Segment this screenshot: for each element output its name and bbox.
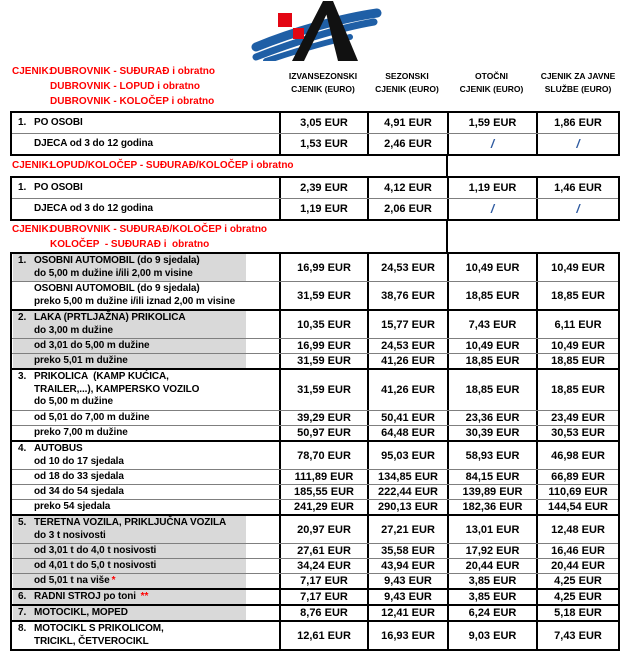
row-label-line: preko 5,00 m dužine i/ili iznad 2,00 m visine	[34, 295, 236, 307]
row-label-line: preko 5,01 m dužine	[34, 354, 128, 366]
price-cell-sezonski: 16,93 EUR	[367, 622, 447, 649]
price-cell-otocni: 13,01 EUR	[447, 516, 536, 543]
price-cell-sezonski: 4,12 EUR	[367, 178, 447, 198]
table-row	[12, 353, 618, 368]
price-cell-izvansezonski: 241,29 EUR	[279, 500, 367, 514]
row-label-line: MOTOCIKL, MOPED 7.	[18, 606, 128, 618]
price-cell-otocni: 84,15 EUR	[447, 470, 536, 484]
price-cell-izvansezonski: 7,17 EUR	[279, 574, 367, 588]
row-number: 2.	[18, 312, 27, 323]
price-cell-javne-sluzbe: 5,18 EUR	[536, 606, 618, 620]
row-label	[12, 545, 279, 558]
price-cell-otocni: 3,85 EUR	[447, 574, 536, 588]
price-cell-otocni: 9,03 EUR	[447, 622, 536, 649]
row-number: 4.	[18, 443, 27, 454]
row-label	[12, 591, 279, 604]
price-cell-sezonski: 4,91 EUR	[367, 113, 447, 133]
price-cell-sezonski: 27,21 EUR	[367, 516, 447, 543]
row-number: 7.	[18, 606, 27, 618]
table-row	[12, 469, 618, 484]
row-label-cell	[12, 339, 279, 353]
row-label	[12, 255, 279, 280]
row-label	[12, 117, 279, 130]
row-label-line: MOTOCIKL S PRIKOLICOM, 8.	[18, 623, 164, 634]
price-cell-sezonski: 15,77 EUR	[367, 311, 447, 338]
row-label-line: od 3,01 t do 4,0 t nosivosti	[34, 544, 157, 556]
price-cell-sezonski: 2,46 EUR	[367, 134, 447, 154]
col-header-otocni	[447, 70, 536, 96]
row-label-cell	[12, 282, 279, 309]
table-row	[12, 620, 618, 649]
col-header-line: SLUŽBE (EURO)	[544, 84, 612, 94]
logo-red-square-1	[278, 13, 292, 27]
price-cell-sezonski: 24,53 EUR	[367, 339, 447, 353]
price-cell-sezonski: 50,41 EUR	[367, 411, 447, 425]
row-number: 3.	[18, 371, 27, 383]
col-header-line: CJENIK (EURO)	[375, 84, 439, 94]
price-cell-otocni: 182,36 EUR	[447, 500, 536, 514]
row-label-line: od 4,01 t do 5,0 t nosivosti	[34, 559, 157, 571]
price-cell-otocni: /	[447, 199, 536, 219]
table-row	[12, 309, 618, 338]
price-cell-sezonski: 43,94 EUR	[367, 559, 447, 573]
col-header-line: IZVANSEZONSKI	[288, 71, 358, 81]
price-cell-sezonski: 64,48 EUR	[367, 426, 447, 440]
route-line: LOPUD/KOLOČEP - SUĐURAĐ/KOLOČEP i obratno CJENIK:	[12, 160, 294, 171]
table-row	[12, 113, 618, 133]
row-label-line: AUTOBUS 4.	[18, 443, 83, 454]
row-label-cell	[12, 354, 279, 368]
row-label-line: OSOBNI AUTOMOBIL (do 9 sjedala) 1.	[18, 255, 200, 266]
price-cell-javne-sluzbe: /	[536, 134, 618, 154]
row-label-cell	[12, 516, 279, 543]
row-label	[12, 471, 279, 484]
price-cell-javne-sluzbe: 7,43 EUR	[536, 622, 618, 649]
col-header-line: SEZONSKI	[385, 71, 429, 81]
price-cell-izvansezonski: 7,17 EUR	[279, 590, 367, 604]
row-number: 5.	[18, 517, 27, 528]
price-cell-izvansezonski: 16,99 EUR	[279, 339, 367, 353]
row-label-line: LAKA (PRTLJAŽNA) PRIKOLICA 2.	[18, 312, 186, 323]
price-cell-izvansezonski: 34,24 EUR	[279, 559, 367, 573]
row-label-line: do 5,00 m dužine i/ili 2,00 m visine	[34, 267, 193, 279]
price-cell-izvansezonski: 10,35 EUR	[279, 311, 367, 338]
price-cell-javne-sluzbe: 1,86 EUR	[536, 113, 618, 133]
row-label-line: od 5,01 do 7,00 m dužine	[34, 411, 150, 423]
price-cell-javne-sluzbe: 20,44 EUR	[536, 559, 618, 573]
price-cell-izvansezonski: 3,05 EUR	[279, 113, 367, 133]
row-number: 8.	[18, 623, 27, 634]
table-row	[12, 484, 618, 499]
row-label-line: od 3,01 do 5,00 m dužine	[34, 339, 150, 351]
col-header-line: CJENIK (EURO)	[291, 84, 355, 94]
price-cell-otocni: 139,89 EUR	[447, 485, 536, 499]
price-cell-javne-sluzbe: 18,85 EUR	[536, 282, 618, 309]
row-label-cell	[12, 442, 279, 469]
company-logo	[250, 1, 382, 61]
route-header-lopud-kolocep-text	[12, 158, 294, 173]
col-header-line: CJENIK ZA JAVNE	[540, 71, 616, 81]
price-cell-otocni: 17,92 EUR	[447, 544, 536, 558]
price-cell-otocni: 58,93 EUR	[447, 442, 536, 469]
price-table-dubrovnik-routes	[10, 111, 620, 156]
row-label	[12, 203, 279, 216]
row-label-cell	[12, 254, 279, 281]
price-cell-otocni: 30,39 EUR	[447, 426, 536, 440]
price-cell-izvansezonski: 20,97 EUR	[279, 516, 367, 543]
price-cell-sezonski: 9,43 EUR	[367, 574, 447, 588]
row-label	[12, 427, 279, 440]
row-label	[12, 371, 279, 409]
route-header-dubrovnik-kolocep	[0, 221, 628, 252]
price-cell-javne-sluzbe: 46,98 EUR	[536, 442, 618, 469]
route-header-prefix: CJENIK:	[12, 224, 53, 235]
price-cell-izvansezonski: 1,19 EUR	[279, 199, 367, 219]
route-header-prefix: CJENIK:	[12, 160, 53, 171]
table-row	[12, 573, 618, 588]
price-cell-javne-sluzbe: 1,46 EUR	[536, 178, 618, 198]
price-cell-sezonski: 95,03 EUR	[367, 442, 447, 469]
row-label	[12, 355, 279, 368]
row-label-cell	[12, 411, 279, 425]
row-label	[12, 486, 279, 499]
row-label-cell	[12, 311, 279, 338]
row-label-cell	[12, 134, 279, 154]
price-cell-sezonski: 2,06 EUR	[367, 199, 447, 219]
red-asterisk-note: **	[137, 590, 149, 602]
route-line: DUBROVNIK - KOLOČEP i obratno	[50, 96, 215, 107]
row-label-line: OSOBNI AUTOMOBIL (do 9 sjedala)	[34, 283, 200, 294]
price-cell-sezonski: 12,41 EUR	[367, 606, 447, 620]
table-row	[12, 425, 618, 440]
row-label-line: do 3,00 m dužine	[34, 324, 113, 336]
row-label-cell	[12, 178, 279, 198]
price-cell-izvansezonski: 31,59 EUR	[279, 354, 367, 368]
row-label-cell	[12, 113, 279, 133]
price-cell-izvansezonski: 31,59 EUR	[279, 370, 367, 410]
table-row	[12, 514, 618, 543]
row-label	[12, 560, 279, 573]
table-row	[12, 281, 618, 309]
price-cell-javne-sluzbe: 18,85 EUR	[536, 370, 618, 410]
price-cell-otocni: 10,49 EUR	[447, 339, 536, 353]
price-cell-sezonski: 38,76 EUR	[367, 282, 447, 309]
row-label-line: od 34 do 54 sjedala	[34, 485, 124, 497]
price-cell-izvansezonski: 1,53 EUR	[279, 134, 367, 154]
table-row	[12, 543, 618, 558]
table-row	[12, 499, 618, 514]
route-header-dubrovnik-kolocep-text	[12, 222, 267, 252]
table-row	[12, 198, 618, 219]
price-table-vehicles	[10, 252, 620, 651]
route-line: KOLOČEP - SUĐURAĐ i obratno	[50, 239, 210, 250]
price-cell-sezonski: 24,53 EUR	[367, 254, 447, 281]
price-cell-javne-sluzbe: 10,49 EUR	[536, 254, 618, 281]
row-label-line: preko 7,00 m dužine	[34, 426, 128, 438]
row-label-line: PRIKOLICA (KAMP KUĆICA, 3.	[18, 371, 169, 383]
price-cell-sezonski: 41,26 EUR	[367, 354, 447, 368]
table-row	[12, 604, 618, 620]
red-asterisk-note: *	[111, 574, 116, 586]
row-label	[12, 182, 279, 195]
row-label-line: od 10 do 17 sjedala	[34, 455, 124, 467]
row-label-line: PO OSOBI 1.	[18, 116, 83, 128]
price-cell-izvansezonski: 31,59 EUR	[279, 282, 367, 309]
price-cell-sezonski: 290,13 EUR	[367, 500, 447, 514]
price-cell-otocni: 10,49 EUR	[447, 254, 536, 281]
table-row	[12, 558, 618, 573]
table-row	[12, 368, 618, 410]
row-label	[12, 501, 279, 514]
table-row	[12, 338, 618, 353]
route-line: DUBROVNIK - LOPUD i obratno	[50, 81, 200, 92]
price-cell-otocni: /	[447, 134, 536, 154]
price-cell-otocni: 18,85 EUR	[447, 370, 536, 410]
price-cell-otocni: 7,43 EUR	[447, 311, 536, 338]
price-cell-javne-sluzbe: 4,25 EUR	[536, 590, 618, 604]
section-divider-line	[446, 156, 448, 177]
price-cell-izvansezonski: 78,70 EUR	[279, 442, 367, 469]
row-label-cell	[12, 500, 279, 514]
price-cell-otocni: 20,44 EUR	[447, 559, 536, 573]
row-label	[12, 412, 279, 425]
row-label-line: preko 54 sjedala	[34, 500, 111, 512]
route-line: DUBROVNIK - SUĐURAĐ/KOLOČEP i obratno CJENIK:	[12, 224, 268, 235]
price-cell-izvansezonski: 16,99 EUR	[279, 254, 367, 281]
row-label-line: do 3 t nosivosti	[34, 529, 106, 541]
price-cell-javne-sluzbe: 16,46 EUR	[536, 544, 618, 558]
route-header-lopud-kolocep	[0, 157, 628, 176]
row-label	[12, 575, 279, 588]
row-label	[12, 623, 279, 648]
price-cell-sezonski: 41,26 EUR	[367, 370, 447, 410]
row-label-line: od 5,01 t na više *	[34, 574, 116, 586]
col-header-javne-sluzbe	[536, 70, 620, 96]
row-number: 1.	[18, 116, 27, 128]
table-row	[12, 178, 618, 198]
row-label-line: PO OSOBI 1.	[18, 181, 83, 193]
table-row	[12, 133, 618, 154]
row-label-line: TRICIKL, ČETVEROCIKL	[34, 635, 149, 647]
price-cell-otocni: 1,19 EUR	[447, 178, 536, 198]
row-label-cell	[12, 574, 279, 588]
route-line: DUBROVNIK - SUĐURAĐ i obratno CJENIK:	[12, 66, 215, 77]
row-label-cell	[12, 622, 279, 649]
row-label	[12, 607, 279, 620]
route-header-dubrovnik	[12, 64, 215, 109]
row-label-line: DJECA od 3 do 12 godina	[34, 137, 154, 149]
table-row	[12, 254, 618, 281]
price-cell-otocni: 18,85 EUR	[447, 354, 536, 368]
row-label-line: TERETNA VOZILA, PRIKLJUČNA VOZILA 5.	[18, 517, 227, 528]
row-label-cell	[12, 199, 279, 219]
col-header-sezonski	[367, 70, 447, 96]
price-cell-izvansezonski: 12,61 EUR	[279, 622, 367, 649]
row-label-cell	[12, 470, 279, 484]
company-logo-graphic	[250, 1, 382, 61]
row-label	[12, 283, 279, 308]
row-label-cell	[12, 370, 279, 410]
price-cell-javne-sluzbe: 4,25 EUR	[536, 574, 618, 588]
row-label-line: DJECA od 3 do 12 godina	[34, 202, 154, 214]
table-row	[12, 440, 618, 469]
row-number: 6.	[18, 590, 27, 602]
price-cell-otocni: 1,59 EUR	[447, 113, 536, 133]
row-label-cell	[12, 544, 279, 558]
route-header-prefix: CJENIK:	[12, 66, 53, 77]
row-label-cell	[12, 485, 279, 499]
row-label	[12, 443, 279, 468]
price-cell-izvansezonski: 111,89 EUR	[279, 470, 367, 484]
price-cell-izvansezonski: 27,61 EUR	[279, 544, 367, 558]
price-cell-otocni: 18,85 EUR	[447, 282, 536, 309]
col-header-line: CJENIK (EURO)	[459, 84, 524, 94]
price-cell-sezonski: 9,43 EUR	[367, 590, 447, 604]
price-cell-izvansezonski: 185,55 EUR	[279, 485, 367, 499]
table-row	[12, 410, 618, 425]
row-label	[12, 517, 279, 542]
price-cell-javne-sluzbe: 66,89 EUR	[536, 470, 618, 484]
row-label-cell	[12, 559, 279, 573]
price-cell-otocni: 6,24 EUR	[447, 606, 536, 620]
price-cell-javne-sluzbe: 12,48 EUR	[536, 516, 618, 543]
price-cell-javne-sluzbe: 30,53 EUR	[536, 426, 618, 440]
price-cell-izvansezonski: 8,76 EUR	[279, 606, 367, 620]
row-label-line: RADNI STROJ po toni 6. **	[18, 590, 149, 602]
row-label-cell	[12, 426, 279, 440]
col-header-izvansezonski	[279, 70, 367, 96]
row-label-cell	[12, 606, 279, 620]
section-divider-line	[446, 220, 448, 253]
row-number: 1.	[18, 181, 27, 193]
price-cell-javne-sluzbe: 6,11 EUR	[536, 311, 618, 338]
price-cell-javne-sluzbe: /	[536, 199, 618, 219]
col-header-line: OTOČNI	[475, 71, 508, 81]
row-number: 1.	[18, 255, 27, 266]
price-cell-izvansezonski: 50,97 EUR	[279, 426, 367, 440]
price-cell-sezonski: 35,58 EUR	[367, 544, 447, 558]
price-cell-javne-sluzbe: 144,54 EUR	[536, 500, 618, 514]
row-label-line: TRAILER,...), KAMPERSKO VOZILO	[34, 383, 200, 395]
price-cell-izvansezonski: 2,39 EUR	[279, 178, 367, 198]
logo-red-square-2	[293, 28, 304, 39]
row-label-line: od 18 do 33 sjedala	[34, 470, 124, 482]
price-cell-sezonski: 222,44 EUR	[367, 485, 447, 499]
row-label-cell	[12, 590, 279, 604]
price-table-lopud-kolocep-routes	[10, 176, 620, 221]
price-cell-javne-sluzbe: 110,69 EUR	[536, 485, 618, 499]
price-cell-javne-sluzbe: 23,49 EUR	[536, 411, 618, 425]
row-label-line: do 5,00 m dužine	[34, 396, 113, 408]
price-cell-izvansezonski: 39,29 EUR	[279, 411, 367, 425]
table-header-band	[0, 62, 628, 111]
price-cell-sezonski: 134,85 EUR	[367, 470, 447, 484]
price-cell-javne-sluzbe: 18,85 EUR	[536, 354, 618, 368]
price-cell-otocni: 3,85 EUR	[447, 590, 536, 604]
price-cell-otocni: 23,36 EUR	[447, 411, 536, 425]
row-label	[12, 312, 279, 337]
table-row	[12, 588, 618, 604]
row-label	[12, 340, 279, 353]
price-cell-javne-sluzbe: 10,49 EUR	[536, 339, 618, 353]
row-label	[12, 138, 279, 151]
